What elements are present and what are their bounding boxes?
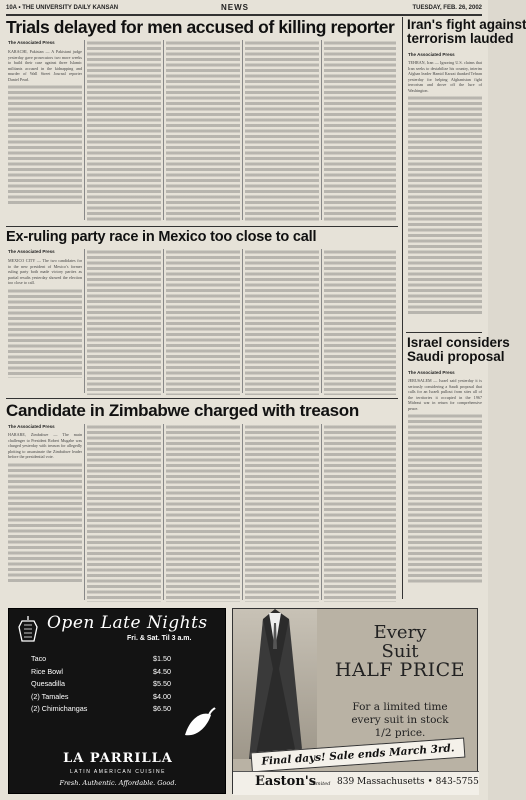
trials-column-2 bbox=[87, 40, 161, 222]
mexico-lead: MEXICO CITY — The two candidates for to the new president of Mexico's former ruling party both made victory parties as partial results yesterday showed the election too close to call. bbox=[8, 258, 82, 285]
column-rule bbox=[242, 424, 243, 600]
folio-date: TUESDAY, FEB. 26, 2002 bbox=[412, 5, 482, 11]
mexico-column-2 bbox=[87, 249, 161, 395]
folio-rule bbox=[6, 14, 482, 16]
menu-item-name: Rice Bowl bbox=[31, 666, 63, 676]
israel-headline-line-1: Israel considers bbox=[407, 335, 510, 350]
column-rule bbox=[321, 424, 322, 600]
folio-page-paper: 10A • THE UNIVERSITY DAILY KANSAN bbox=[6, 5, 119, 11]
trials-lead: KARACHI, Pakistan — A Pakistani judge yesterday gave prosecutors two more weeks to build their case against three Islamic militants accused in the kidnapping and murder of Wall Street Journal reporter Daniel Pearl. bbox=[8, 49, 82, 82]
trials-headline: Trials delayed for men accused of killing reporter bbox=[6, 17, 395, 37]
page-folio bbox=[6, 2, 482, 14]
menu-item-price: $5.50 bbox=[153, 679, 171, 688]
eastons-title-line-3: HALF PRICE bbox=[334, 659, 466, 681]
eastons-title-line-1: Every bbox=[373, 622, 427, 643]
menu-item-price: $1.50 bbox=[153, 654, 171, 663]
trials-column-4 bbox=[245, 40, 319, 222]
right-column-divider bbox=[402, 17, 403, 599]
eastons-title-line-2: Suit bbox=[381, 641, 419, 662]
eastons-offer-line-3: 1/2 price. bbox=[374, 727, 426, 739]
menu-item bbox=[31, 678, 171, 691]
final-days-banner: Final days! Sale ends March 3rd. bbox=[251, 738, 466, 773]
eastons-title bbox=[325, 623, 475, 680]
suit-photo bbox=[233, 609, 317, 759]
menu-list bbox=[31, 653, 171, 716]
israel-byline: The Associated Press bbox=[408, 370, 455, 375]
suit-figure-icon bbox=[233, 609, 317, 759]
column-rule bbox=[163, 424, 164, 600]
israel-headline-line-2: Saudi proposal bbox=[407, 349, 505, 364]
eastons-offer-line-2: every suit in stock bbox=[351, 714, 449, 726]
la-parrilla-subtitle: LATIN AMERICAN CUISINE bbox=[70, 769, 166, 775]
mexico-column-4 bbox=[245, 249, 319, 395]
mexico-headline: Ex-ruling party race in Mexico too close to call bbox=[6, 229, 317, 245]
israel-lead: JERUSALEM — Israel said yesterday it is seriously considering a Saudi proposal that calls for an Israeli pullout from sites all of the territories it occupied in the 1967 Mideast war in return for comprehensive peace. bbox=[408, 378, 482, 411]
mexico-column-5 bbox=[324, 249, 396, 395]
open-late-headline: Open Late Nights bbox=[47, 613, 208, 633]
israel-body-text bbox=[408, 413, 482, 583]
trials-column-5 bbox=[324, 40, 396, 222]
section-rule bbox=[406, 332, 482, 333]
column-rule bbox=[84, 249, 85, 393]
column-rule bbox=[163, 249, 164, 393]
zimbabwe-column-3 bbox=[166, 424, 240, 602]
column-rule bbox=[242, 249, 243, 393]
israel-headline bbox=[407, 336, 510, 364]
iran-headline-line-1: Iran's fight against bbox=[407, 17, 526, 32]
iran-body-text bbox=[408, 95, 482, 315]
trials-byline: The Associated Press bbox=[8, 40, 55, 45]
column-rule bbox=[84, 40, 85, 220]
menu-item-price: $6.50 bbox=[153, 704, 171, 713]
trials-column-3 bbox=[166, 40, 240, 222]
zimbabwe-column-2 bbox=[87, 424, 161, 602]
menu-item bbox=[31, 703, 171, 716]
israel-column bbox=[408, 378, 482, 598]
column-rule bbox=[321, 249, 322, 393]
menu-item bbox=[31, 691, 171, 704]
trials-body-text bbox=[8, 84, 82, 204]
menu-item-name: Quesadilla bbox=[31, 679, 65, 688]
menu-item bbox=[31, 653, 171, 666]
zimbabwe-column-4 bbox=[245, 424, 319, 602]
eastons-offer bbox=[325, 701, 475, 740]
iran-lead: TEHRAN, Iran — Ignoring U.S. claims that Iran seeks to destabilize his country, interim Afghan leader Hamid Karzai thanked Tehran yesterday for helping Afghanistan fight terrorism and drove off the lure of Washington. bbox=[408, 60, 482, 93]
zimbabwe-byline: The Associated Press bbox=[8, 424, 55, 429]
zimbabwe-headline: Candidate in Zimbabwe charged with treason bbox=[6, 401, 359, 420]
open-late-hours: Fri. & Sat. Til 3 a.m. bbox=[127, 635, 192, 642]
zimbabwe-column-5 bbox=[324, 424, 396, 602]
eastons-footer bbox=[233, 771, 479, 795]
mexico-column-1 bbox=[8, 258, 82, 394]
menu-item-price: $4.00 bbox=[153, 691, 171, 701]
menu-item-price: $4.50 bbox=[153, 666, 171, 676]
menu-item-name: (2) Chimichangas bbox=[31, 704, 88, 713]
hot-pepper-icon bbox=[177, 705, 217, 745]
la-parrilla-tagline: Fresh. Authentic. Affordable. Good. bbox=[59, 779, 177, 787]
zimbabwe-body-text bbox=[8, 462, 82, 582]
eastons-logo-tag: Limited bbox=[311, 781, 331, 787]
iran-headline-line-2: terrorism lauded bbox=[407, 31, 514, 46]
section-rule bbox=[6, 398, 398, 399]
mexico-body-text bbox=[8, 288, 82, 378]
column-rule bbox=[321, 40, 322, 220]
section-rule bbox=[6, 226, 398, 227]
folio-section: NEWS bbox=[221, 3, 249, 12]
iran-byline: The Associated Press bbox=[408, 52, 455, 57]
column-rule bbox=[84, 424, 85, 600]
column-rule bbox=[242, 40, 243, 220]
menu-item-name: Taco bbox=[31, 654, 47, 663]
la-parrilla-ad bbox=[8, 608, 226, 794]
menu-item bbox=[31, 666, 171, 679]
zimbabwe-lead: HARARE, Zimbabwe — The main challenger to President Robert Mugabe was charged yesterday with treason for allegedly plotting to assassinate the Zimbabwe leader before the presidential vote. bbox=[8, 432, 82, 459]
zimbabwe-column-1 bbox=[8, 432, 82, 600]
iran-headline bbox=[407, 18, 526, 46]
eastons-logo: Easton's bbox=[255, 774, 317, 789]
iran-column bbox=[408, 60, 482, 328]
eastons-ad bbox=[232, 608, 478, 794]
la-parrilla-logo: LA PARRILLA bbox=[63, 751, 173, 766]
menu-item-name: (2) Tamales bbox=[31, 691, 69, 701]
lantern-icon bbox=[15, 615, 41, 645]
eastons-offer-line-1: For a limited time bbox=[352, 701, 448, 713]
mexico-column-3 bbox=[166, 249, 240, 395]
trials-column-1 bbox=[8, 49, 82, 223]
eastons-address: 839 Massachusetts • 843-5755 bbox=[337, 777, 479, 787]
column-rule bbox=[163, 40, 164, 220]
mexico-byline: The Associated Press bbox=[8, 249, 55, 254]
